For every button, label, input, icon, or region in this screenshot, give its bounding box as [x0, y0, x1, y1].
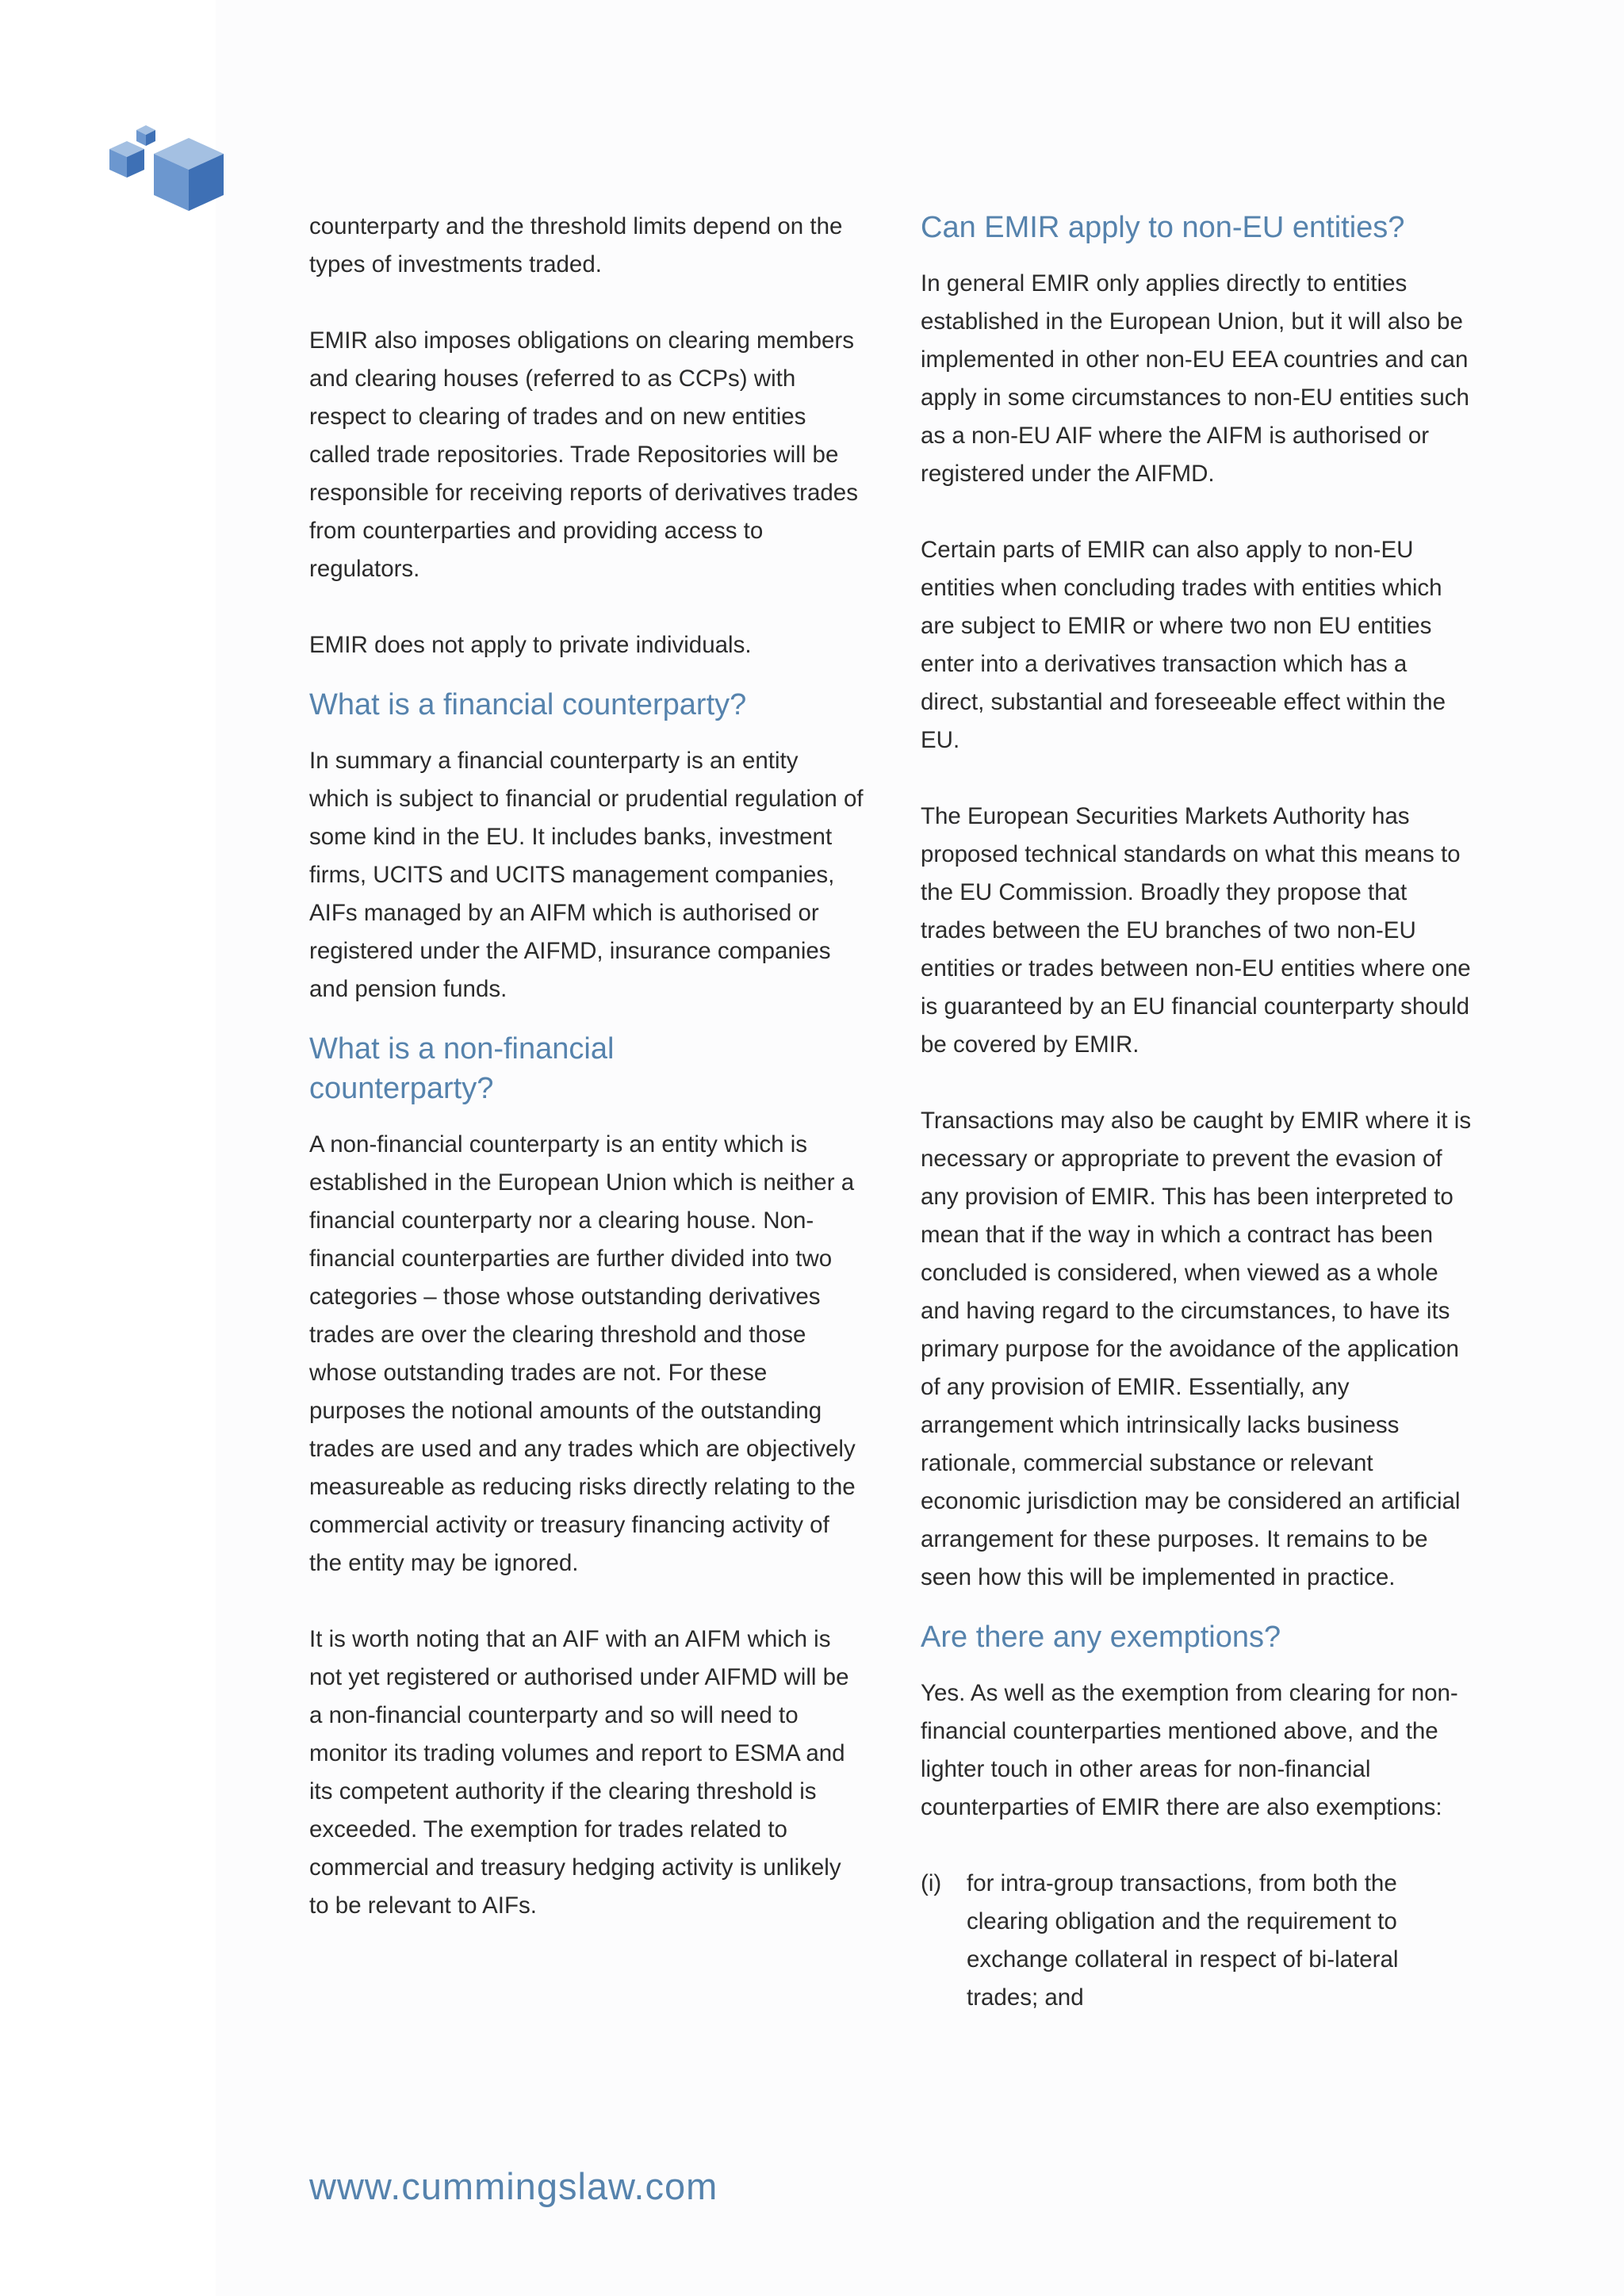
body-paragraph: Transactions may also be caught by EMIR where it is necessary or appropriate to prevent the evasion of any provision of EMIR. This has been interpreted to mean that if the way in which a contract has been concluded is considered, when viewed as a whole and having regard to the circumstances, to have its primary purpose for the avoidance of the application of any provision of EMIR. Essentially, any arrangement which intrinsically lacks business rationale, commercial substance or relevant economic jurisdiction may be considered an artificial arrangement for these purposes. It remains to be seen how this will be implemented in practice.	[921, 1108, 1472, 1590]
body-paragraph: EMIR also imposes obligations on clearing members and clearing houses (referred to as CCPs) with respect to clearing of trades and on new entities called trade repositories. Trade Repositories will be responsible for receiving reports of derivatives trades from counterparties and providing access to regulators.	[309, 327, 858, 582]
cubes-logo-icon	[106, 121, 230, 219]
body-paragraph: In summary a financial counterparty is an entity which is subject to financial or prudential regulation of some kind in the EU. It includes banks, investment firms, UCITS and UCITS management companies, AIFs managed by an AIFM which is authorised or registered under the AIFMD, insurance companies and pension funds.	[309, 748, 864, 1002]
body-paragraph: In general EMIR only applies directly to entities established in the European Union, but it will also be implemented in other non-EU EEA countries and can apply in some circumstances to non-EU entities such as a non-EU AIF where the AIFM is authorised or registered under the AIFMD.	[921, 270, 1469, 487]
section-heading: What is a non-financial counterparty?	[309, 1032, 615, 1105]
left-column	[309, 208, 864, 1963]
section-heading: What is a financial counterparty?	[309, 688, 747, 721]
section-heading: Are there any exemptions?	[921, 1621, 1281, 1654]
list-item	[921, 1865, 1476, 2017]
list-item-text: for intra-group transactions, from both the clearing obligation and the requirement to exchange collateral in respect of bi-lateral trades; and	[967, 1870, 1399, 2011]
list-marker: (i)	[921, 1870, 942, 1896]
right-column	[921, 208, 1476, 2017]
body-paragraph: Yes. As well as the exemption from clearing for non-financial counterparties mentioned above, and the lighter touch in other areas for non-financial counterparties of EMIR there are also exemptions:	[921, 1680, 1458, 1820]
body-paragraph: EMIR does not apply to private individuals.	[309, 632, 752, 658]
body-paragraph: Certain parts of EMIR can also apply to non-EU entities when concluding trades with entities which are subject to EMIR or where two non EU entities enter into a derivatives transaction which has a direct, substantial and foreseeable effect within the EU.	[921, 537, 1446, 753]
body-paragraph: The European Securities Markets Authority has proposed technical standards on what this means to the EU Commission. Broadly they propose that trades between the EU branches of two non-EU entities or trades between non-EU entities where one is guaranteed by an EU financial counterparty should be covered by EMIR.	[921, 803, 1471, 1058]
body-paragraph: It is worth noting that an AIF with an AIFM which is not yet registered or authorised under AIFMD will be a non-financial counterparty and so will need to monitor its trading volumes and report to ESMA and its competent authority if the clearing threshold is exceeded. The exemption for trades related to commercial and treasury hedging activity is unlikely to be relevant to AIFs.	[309, 1626, 849, 1919]
body-paragraph: A non-financial counterparty is an entity which is established in the European Union which is neither a financial counterparty nor a clearing house. Non-financial counterparties are further divided into two categories – those whose outstanding derivatives trades are over the clearing threshold and those whose outstanding trades are not. For these purposes the notional amounts of the outstanding trades are used and any trades which are objectively measureable as reducing risks directly relating to the commercial activity or treasury financing activity of the entity may be ignored.	[309, 1131, 856, 1576]
footer-website-link[interactable]: www.cummingslaw.com	[309, 2165, 718, 2207]
section-heading: Can EMIR apply to non-EU entities?	[921, 211, 1405, 244]
body-paragraph: counterparty and the threshold limits depend on the types of investments traded.	[309, 213, 843, 277]
